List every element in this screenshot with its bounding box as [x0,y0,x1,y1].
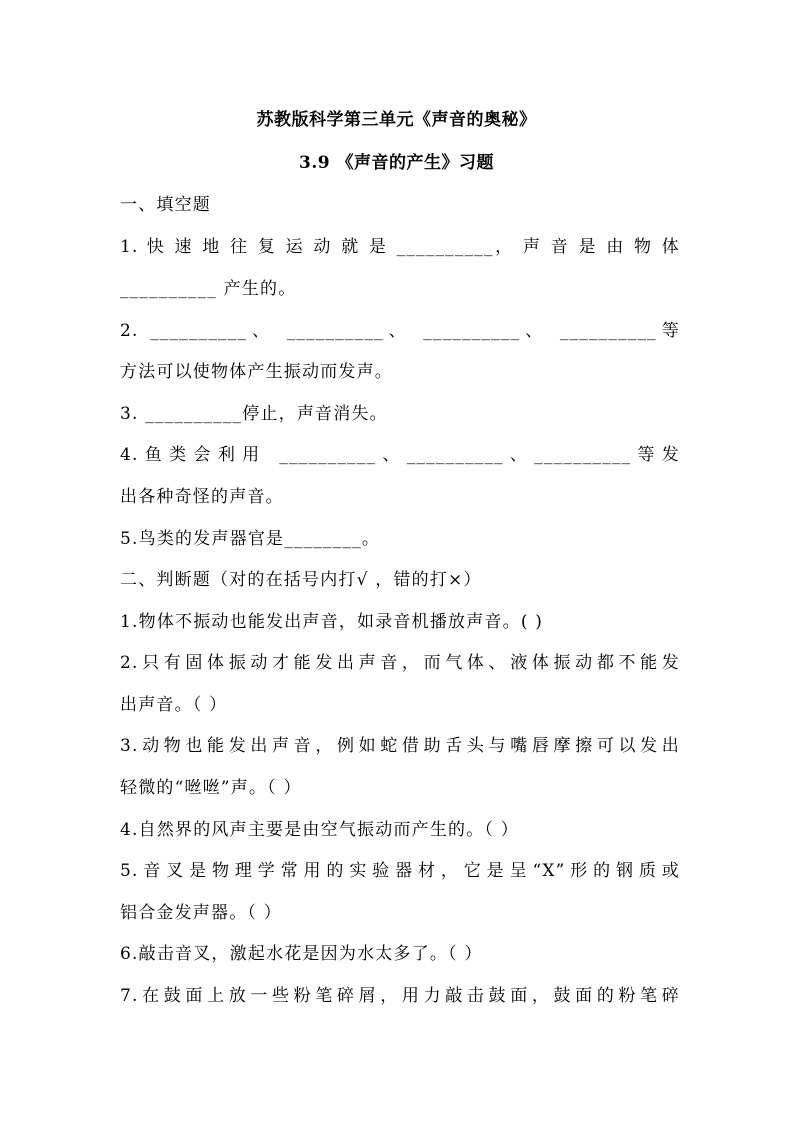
judge-question-line: 7.在鼓面上放一些粉笔碎屑，用力敲击鼓面，鼓面的粉笔碎 [120,986,680,1006]
judge-question-line: 铝合金发声器。（ ） [120,903,282,923]
section-heading-judge: 二、判断题（对的在括号内打√ ，错的打×） [120,570,482,590]
fill-question-line: 3. __________停止，声音消失。 [120,404,388,424]
judge-question-line: 2.只有固体振动才能发出声音，而气体、液体振动都不能发 [120,653,680,673]
fill-question-line: __________ 产生的。 [120,279,297,299]
judge-question-line: 6.敲击音叉，激起水花是因为水太多了。（ ） [120,944,483,964]
judge-question-line: 出声音。（ ） [120,695,228,715]
fill-question-line: 5.鸟类的发声器官是________。 [120,529,381,549]
fill-question-line: 出各种奇怪的声音。 [120,487,284,507]
judge-question-line: 1.物体不振动也能发出声音，如录音机播放声音。( ) [120,612,544,632]
judge-question-line: 4.自然界的风声主要是由空气振动而产生的。（ ） [120,820,519,840]
section-heading-fill: 一、填空题 [120,195,211,215]
document-title: 苏教版科学第三单元《声音的奥秘》 [256,110,537,130]
document-subtitle: 3.9 《声音的产生》习题 [299,153,494,173]
judge-question-line: 5.音叉是物理学常用的实验器材，它是呈“X”形的钢质或 [120,861,680,881]
fill-question-line: 2. __________、 __________、 __________、 __________等 [120,321,680,341]
judge-question-line: 轻微的“咝咝”声。（ ） [120,778,302,798]
fill-question-line: 4.鱼类会利用 __________、__________、__________等发 [120,445,680,465]
judge-question-line: 3.动物也能发出声音，例如蛇借助舌头与嘴唇摩擦可以发出 [120,736,680,756]
fill-question-line: 1. 快 速 地 往 复 运 动 就 是 __________， 声 音 是 由 物 体 [120,237,680,257]
fill-question-line: 方法可以使物体产生振动而发声。 [120,362,393,382]
